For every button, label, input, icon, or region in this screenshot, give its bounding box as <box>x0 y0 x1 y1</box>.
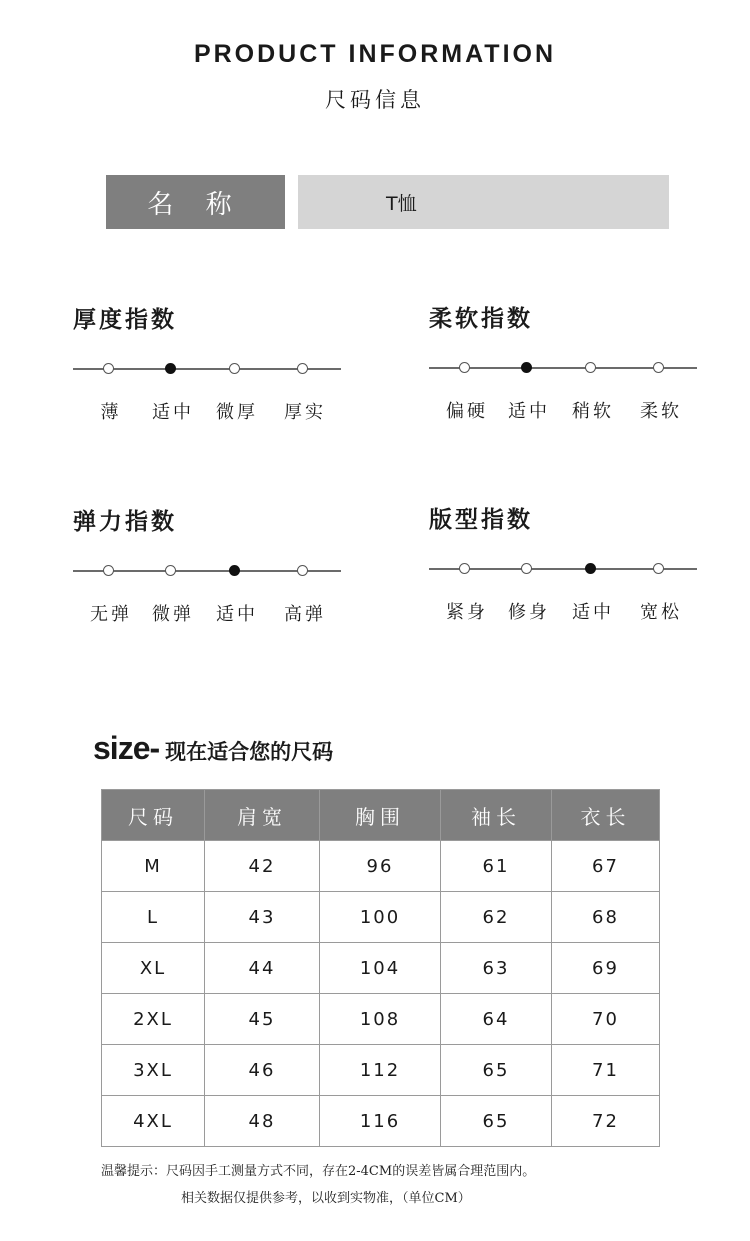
index-option-label: 高弹 <box>284 604 326 625</box>
table-cell: 65 <box>441 1045 552 1096</box>
index-dot <box>297 363 308 374</box>
index-dot-selected <box>229 565 240 576</box>
index-option-label: 微弹 <box>152 604 194 625</box>
index-title: 弹力指数 <box>73 509 177 535</box>
index-dot <box>459 563 470 574</box>
index-dot <box>297 565 308 576</box>
table-row <box>102 1045 660 1096</box>
table-cell: L <box>102 892 205 943</box>
table-cell: 44 <box>205 943 320 994</box>
index-option-label: 稍软 <box>572 401 614 422</box>
table-row <box>102 841 660 892</box>
table-cell: 4XL <box>102 1096 205 1147</box>
index-dot <box>585 362 596 373</box>
table-cell: 108 <box>320 994 441 1045</box>
header-cell: 衣长 <box>552 790 660 841</box>
note-line-1: 温馨提示：尺码因手工测量方式不同，存在2-4CM的误差皆属合理范围内。 <box>101 1164 536 1179</box>
index-title: 版型指数 <box>429 507 533 533</box>
index-option-label: 偏硬 <box>446 401 488 422</box>
table-cell: XL <box>102 943 205 994</box>
index-title: 柔软指数 <box>429 306 533 332</box>
page-title-cn: 尺码信息 <box>325 88 425 112</box>
page-title-en: PRODUCT INFORMATION <box>193 40 557 68</box>
index-softness <box>429 300 699 422</box>
table-row <box>102 1096 660 1147</box>
size-section-title <box>93 730 333 770</box>
index-elasticity <box>73 503 343 625</box>
index-option-label: 宽松 <box>640 602 682 623</box>
index-option-label: 厚实 <box>284 402 326 423</box>
table-cell: 65 <box>441 1096 552 1147</box>
index-dot-selected <box>165 363 176 374</box>
header-cell: 胸围 <box>320 790 441 841</box>
size-title-word: size- <box>93 730 160 766</box>
index-dot <box>165 565 176 576</box>
size-table-header-row <box>102 790 660 841</box>
table-cell: 43 <box>205 892 320 943</box>
index-dot <box>103 363 114 374</box>
index-option-label: 修身 <box>508 602 550 623</box>
header-cell: 袖长 <box>441 790 552 841</box>
index-dot <box>229 363 240 374</box>
table-cell: 69 <box>552 943 660 994</box>
table-cell: 2XL <box>102 994 205 1045</box>
table-cell: 116 <box>320 1096 441 1147</box>
table-cell: 61 <box>441 841 552 892</box>
index-option-label: 适中 <box>508 401 550 422</box>
table-cell: 112 <box>320 1045 441 1096</box>
table-cell: 96 <box>320 841 441 892</box>
index-option-label: 微厚 <box>216 402 258 423</box>
index-dot <box>653 362 664 373</box>
table-cell: 100 <box>320 892 441 943</box>
table-cell: 48 <box>205 1096 320 1147</box>
table-cell: 68 <box>552 892 660 943</box>
table-row <box>102 892 660 943</box>
table-cell: 64 <box>441 994 552 1045</box>
index-option-label: 适中 <box>152 402 194 423</box>
table-cell: 70 <box>552 994 660 1045</box>
index-dot <box>653 563 664 574</box>
table-cell: 104 <box>320 943 441 994</box>
index-dot-selected <box>585 563 596 574</box>
table-cell: 71 <box>552 1045 660 1096</box>
size-title-subtitle: 现在适合您的尺码 <box>165 740 334 764</box>
index-option-label: 适中 <box>216 604 258 625</box>
index-option-label: 薄 <box>100 402 122 423</box>
table-cell: 63 <box>441 943 552 994</box>
index-dot <box>521 563 532 574</box>
product-name-label: 名 称 <box>106 175 285 229</box>
table-row <box>102 994 660 1045</box>
index-dot <box>459 362 470 373</box>
index-dot-selected <box>521 362 532 373</box>
index-option-label: 柔软 <box>640 401 682 422</box>
index-title: 厚度指数 <box>73 307 177 333</box>
table-cell: 62 <box>441 892 552 943</box>
index-fit <box>429 501 699 623</box>
table-row <box>102 943 660 994</box>
index-option-label: 适中 <box>572 602 614 623</box>
header-cell: 肩宽 <box>205 790 320 841</box>
index-thickness <box>73 301 343 423</box>
index-dot <box>103 565 114 576</box>
size-table <box>101 789 660 1147</box>
note-line-2: 相关数据仅提供参考，以收到实物准，（单位CM） <box>181 1191 471 1206</box>
header-cell: 尺码 <box>102 790 205 841</box>
table-cell: 42 <box>205 841 320 892</box>
index-option-label: 紧身 <box>446 602 488 623</box>
table-cell: 3XL <box>102 1045 205 1096</box>
table-cell: 67 <box>552 841 660 892</box>
table-cell: 72 <box>552 1096 660 1147</box>
table-cell: 46 <box>205 1045 320 1096</box>
table-cell: 45 <box>205 994 320 1045</box>
product-name-value: T恤 <box>298 175 669 229</box>
table-cell: M <box>102 841 205 892</box>
index-option-label: 无弹 <box>90 604 132 625</box>
